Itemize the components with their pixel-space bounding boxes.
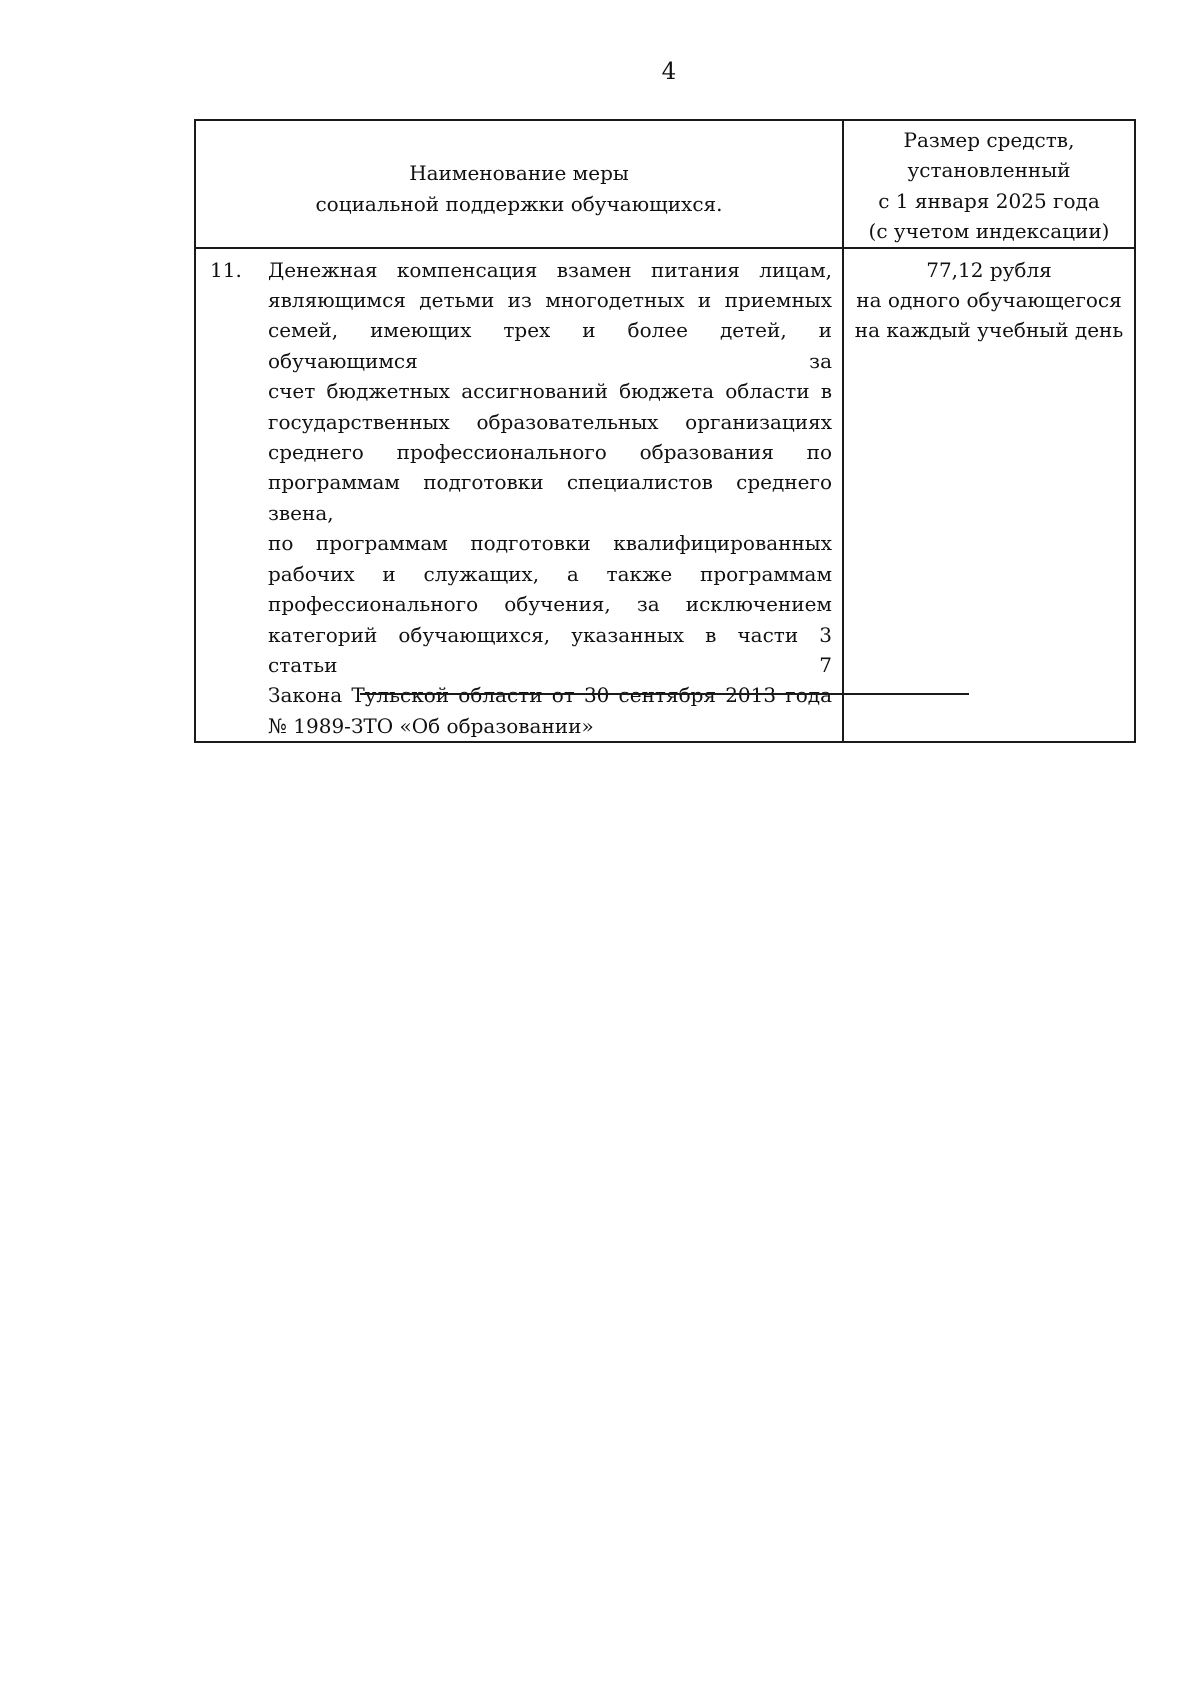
description-line: Денежная компенсация взамен питания лицам, [268,257,832,282]
table-header-row [195,120,1135,248]
description-line: государственных образовательных организациях [268,409,832,434]
header-measure-name [195,120,843,248]
description-line: категорий обучающихся, указанных в части 3 статьи 7 [268,622,832,677]
header-amount-line: (с учетом индексации) [868,219,1110,244]
header-amount-line: с 1 января 2025 года [878,188,1100,213]
header-amount-line: Размер средств, [903,128,1075,152]
description-line: рабочих и служащих, а также программам [268,561,832,586]
amount-line: на одного обучающегося [856,288,1122,313]
amount-cell [843,248,1135,743]
header-measure-name-line: Наименование меры [409,161,629,186]
amount-value: 77,12 рубля [926,257,1052,282]
row-number: 11. [210,257,242,282]
header-measure-name-line: социальной поддержки обучающихся. [315,191,723,216]
description-line: счет бюджетных ассигнований бюджета области в [268,379,832,404]
amount-line: на каждый учебный день [854,318,1124,343]
end-of-document-rule [360,693,969,695]
description-line: среднего профессионального образования по [268,440,832,465]
table-row [195,248,1135,743]
description-line: № 1989-ЗТО «Об образовании» [268,713,594,738]
description-line: по программам подготовки квалифицированных [268,531,832,556]
description-line: Закона Тульской области от 30 сентября 2013 года [268,683,832,708]
description-line: профессионального обучения, за исключением [268,592,832,617]
header-amount-line: установленный [907,158,1071,183]
page-number: 4 [661,59,677,85]
description-line: семей, имеющих трех и более детей, и обучающимся за [268,318,832,373]
measure-description [268,255,832,742]
measure-description-cell [195,248,843,743]
description-line: являющимся детьми из многодетных и приемных [268,288,832,313]
social-support-table [194,119,1136,743]
header-amount [843,120,1135,248]
description-line: программам подготовки специалистов среднего звена, [268,470,832,525]
